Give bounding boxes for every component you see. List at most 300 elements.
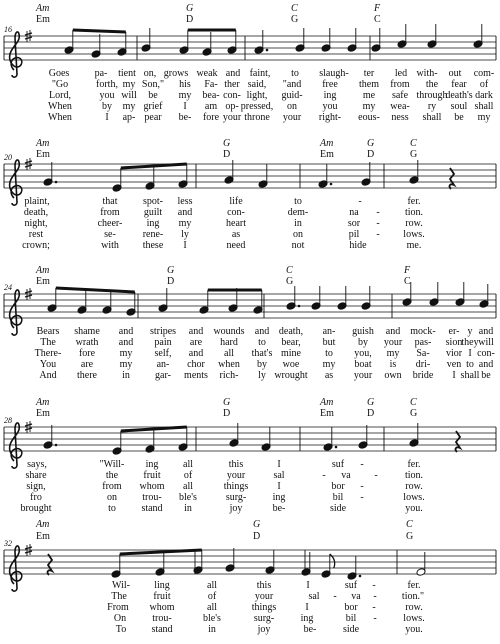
lyric-syllable: guish bbox=[352, 326, 374, 337]
lyric-syllable: on, bbox=[143, 68, 157, 79]
lyric-syllable: and bbox=[118, 337, 134, 348]
lyric-syllable: rene- bbox=[142, 229, 164, 240]
lyric-syllable: your bbox=[222, 112, 242, 123]
measure-number: 20 bbox=[4, 153, 12, 162]
lyric-syllable: - bbox=[333, 591, 337, 602]
lyric-syllable: with- bbox=[416, 68, 438, 79]
lyric-syllable: I bbox=[277, 481, 281, 492]
chord-upper: Am bbox=[320, 397, 334, 408]
chord-upper: C bbox=[291, 3, 298, 14]
chord-lower: D bbox=[167, 276, 175, 287]
lyric-syllable: you. bbox=[405, 503, 423, 514]
lyric-syllable: row. bbox=[405, 481, 423, 492]
lyric-syllable: safe bbox=[391, 90, 409, 101]
lyric-syllable: by bbox=[257, 359, 267, 370]
lyric-syllable: that's bbox=[251, 348, 273, 359]
lyric-syllable: ing bbox=[145, 459, 159, 470]
lyric-syllable: shame bbox=[74, 326, 100, 337]
lyric-syllable: bride bbox=[412, 370, 434, 381]
lyric-syllable: Goes bbox=[48, 68, 70, 79]
lyric-syllable: ing bbox=[146, 218, 160, 229]
lyric-syllable: You bbox=[39, 359, 57, 370]
chord-lower: Em bbox=[36, 531, 50, 542]
chord-lower: Em bbox=[320, 149, 334, 160]
measure-number: 24 bbox=[4, 283, 12, 292]
lyric-syllable: pas- bbox=[414, 337, 432, 348]
lyric-syllable: There- bbox=[34, 348, 62, 359]
lyric-syllable: death, bbox=[23, 207, 49, 218]
chord-upper: Am bbox=[36, 397, 50, 408]
lyric-syllable: stand bbox=[151, 624, 173, 635]
measure-number: 16 bbox=[4, 25, 12, 34]
lyric-syllable: fer. bbox=[407, 580, 421, 591]
lyric-syllable: fer. bbox=[407, 196, 421, 207]
lyric-syllable: light, bbox=[246, 90, 268, 101]
lyric-syllable: and bbox=[254, 326, 270, 337]
chord-upper: F bbox=[404, 265, 411, 276]
lyric-syllable: of bbox=[479, 79, 489, 90]
quarter-rest-icon bbox=[456, 431, 460, 452]
chord-lower: D bbox=[223, 149, 231, 160]
lyric-syllable: Son," bbox=[141, 79, 165, 90]
staff-system bbox=[4, 3, 496, 123]
lyric-syllable: y bbox=[467, 326, 473, 337]
lyric-syllable: be- bbox=[303, 624, 317, 635]
lyric-syllable: row. bbox=[405, 218, 423, 229]
treble-clef-icon bbox=[10, 160, 22, 205]
lyric-syllable: row. bbox=[405, 602, 423, 613]
chord-lower: D bbox=[253, 531, 261, 542]
lyric-syllable: cheer- bbox=[97, 218, 123, 229]
lyric-syllable: I bbox=[468, 348, 472, 359]
lyric-syllable: shall bbox=[474, 101, 494, 112]
chord-upper: C bbox=[410, 138, 417, 149]
lyric-syllable: need bbox=[226, 240, 246, 251]
lyric-syllable: When bbox=[48, 101, 72, 112]
lyric-syllable: bil bbox=[332, 492, 344, 503]
lyric-syllable: ap- bbox=[122, 112, 136, 123]
lyric-syllable: - bbox=[374, 470, 378, 481]
lyric-syllable: "Will- bbox=[99, 459, 125, 470]
lyric-syllable: this bbox=[228, 459, 244, 470]
lyric-syllable: lows. bbox=[403, 613, 425, 624]
augmentation-dot bbox=[266, 49, 269, 52]
lyric-syllable: - bbox=[372, 602, 376, 613]
lyric-syllable: but bbox=[322, 337, 336, 348]
lyric-syllable: brought bbox=[20, 503, 52, 514]
lyric-syllable: chor bbox=[187, 359, 205, 370]
lyric-syllable: ing bbox=[272, 492, 286, 503]
lyric-syllable: an- bbox=[156, 359, 170, 370]
lyric-syllable: surg- bbox=[253, 613, 275, 624]
chord-upper: G bbox=[367, 138, 375, 149]
lyric-syllable: - bbox=[376, 218, 380, 229]
lyric-syllable: the bbox=[105, 470, 119, 481]
lyric-syllable: to bbox=[466, 359, 474, 370]
lyric-syllable: in bbox=[208, 624, 216, 635]
lyric-syllable: ven bbox=[446, 359, 462, 370]
lyric-syllable: and bbox=[188, 326, 204, 337]
lyric-syllable: on bbox=[293, 229, 303, 240]
lyric-syllable: ing bbox=[300, 613, 314, 624]
lyric-syllable: says, bbox=[27, 459, 47, 470]
lyric-syllable: be bbox=[454, 112, 464, 123]
lyric-syllable: con- bbox=[477, 348, 495, 359]
lyric-syllable: ble's bbox=[203, 613, 221, 624]
lyric-syllable: from bbox=[390, 79, 410, 90]
lyric-syllable: by bbox=[102, 101, 112, 112]
lyric-syllable: these bbox=[142, 240, 164, 251]
lyric-syllable: pa- bbox=[94, 68, 108, 79]
chord-lower: D bbox=[223, 408, 231, 419]
lyric-syllable: hard bbox=[220, 337, 238, 348]
treble-clef-icon bbox=[10, 32, 22, 77]
chord-lower: G bbox=[410, 149, 418, 160]
lyric-syllable: - bbox=[360, 492, 364, 503]
lyric-syllable: Sa- bbox=[416, 348, 430, 359]
lyric-syllable: will bbox=[478, 337, 494, 348]
lyric-syllable: tion. bbox=[404, 470, 424, 481]
lyric-syllable: I bbox=[452, 370, 456, 381]
lyric-syllable: se- bbox=[104, 229, 116, 240]
lyric-syllable: trou- bbox=[152, 613, 172, 624]
lyric-syllable: as bbox=[231, 229, 241, 240]
lyric-syllable: sal bbox=[308, 591, 320, 602]
lyric-syllable: - bbox=[360, 459, 364, 470]
lyric-syllable: To bbox=[115, 624, 127, 635]
lyric-syllable: "and bbox=[282, 79, 302, 90]
lyric-syllable: faint, bbox=[249, 68, 271, 79]
lyric-syllable: am bbox=[204, 101, 218, 112]
chord-upper: Am bbox=[36, 519, 50, 530]
lyric-syllable: From bbox=[107, 602, 129, 613]
lyric-syllable: you bbox=[322, 101, 338, 112]
lyric-syllable: all bbox=[207, 580, 217, 591]
lyric-syllable: me bbox=[362, 90, 376, 101]
lyric-syllable: na bbox=[349, 207, 359, 218]
lyric-syllable: I bbox=[305, 602, 309, 613]
lyric-syllable: free bbox=[322, 79, 338, 90]
lyric-syllable: my bbox=[119, 359, 133, 370]
lyric-syllable: whom bbox=[149, 602, 175, 613]
lyric-syllable: be bbox=[481, 370, 491, 381]
chord-upper: F bbox=[374, 3, 381, 14]
lyric-syllable: lows. bbox=[403, 492, 425, 503]
lyric-syllable: as bbox=[324, 370, 334, 381]
lyric-syllable: rich- bbox=[219, 370, 239, 381]
lyric-syllable: suf bbox=[331, 459, 345, 470]
lyric-syllable: my bbox=[322, 359, 336, 370]
treble-clef-shape bbox=[10, 290, 22, 335]
lyric-syllable: Wil- bbox=[112, 580, 130, 591]
lyric-syllable: com- bbox=[473, 68, 495, 79]
lyric-syllable: surg- bbox=[225, 492, 247, 503]
lyric-syllable: pain bbox=[154, 337, 172, 348]
lyric-syllable: "Go bbox=[51, 79, 69, 90]
lyric-syllable: to bbox=[294, 196, 302, 207]
lyric-syllable: led bbox=[394, 68, 408, 79]
lyric-syllable: bear, bbox=[281, 337, 301, 348]
lyric-syllable: Lord, bbox=[49, 90, 71, 101]
lyric-syllable: be- bbox=[178, 112, 192, 123]
lyric-syllable: I bbox=[277, 459, 281, 470]
chord-lower: G bbox=[291, 14, 299, 25]
lyric-syllable: in bbox=[294, 218, 302, 229]
note-beam bbox=[120, 550, 202, 554]
lyric-syllable: dri- bbox=[415, 359, 431, 370]
lyric-syllable: bor bbox=[344, 602, 358, 613]
staff-system bbox=[4, 397, 496, 514]
chord-lower: D bbox=[186, 14, 194, 25]
lyric-syllable: plaint, bbox=[24, 196, 50, 207]
lyric-syllable: I bbox=[183, 101, 187, 112]
augmentation-dot bbox=[55, 444, 58, 447]
lyric-syllable: his bbox=[179, 79, 191, 90]
lyric-syllable: be- bbox=[272, 503, 286, 514]
lyric-syllable: all bbox=[183, 481, 193, 492]
treble-clef-icon bbox=[10, 546, 22, 591]
lyric-syllable: lows. bbox=[403, 229, 425, 240]
chord-lower: Em bbox=[320, 408, 334, 419]
lyric-syllable: the bbox=[425, 79, 439, 90]
lyric-syllable: bor bbox=[331, 481, 345, 492]
chord-upper: Am bbox=[36, 265, 50, 276]
lyric-syllable: - bbox=[322, 470, 326, 481]
lyric-syllable: my bbox=[477, 112, 491, 123]
augmentation-dot bbox=[335, 446, 338, 449]
lyric-syllable: will bbox=[121, 90, 137, 101]
lyric-syllable: slaugh- bbox=[319, 68, 349, 79]
lyric-syllable: suf bbox=[344, 580, 358, 591]
lyric-syllable: all bbox=[207, 602, 217, 613]
chord-lower: G bbox=[410, 408, 418, 419]
lyric-syllable: soul bbox=[450, 101, 468, 112]
lyric-syllable: whom bbox=[139, 481, 165, 492]
lyric-syllable: they bbox=[461, 337, 479, 348]
chord-upper: G bbox=[167, 265, 175, 276]
lyric-syllable: wea- bbox=[390, 101, 410, 112]
lyric-syllable: mock- bbox=[410, 326, 436, 337]
lyric-syllable: this bbox=[256, 580, 272, 591]
lyric-syllable: death, bbox=[278, 326, 304, 337]
lyric-syllable: fore bbox=[202, 112, 220, 123]
chord-lower: Em bbox=[36, 14, 50, 25]
chord-upper: G bbox=[253, 519, 261, 530]
lyric-syllable: pressed, bbox=[240, 101, 274, 112]
lyric-syllable: ter bbox=[363, 68, 375, 79]
lyric-syllable: joy bbox=[229, 503, 243, 514]
lyric-syllable: The bbox=[40, 337, 56, 348]
quarter-rest-icon bbox=[48, 554, 52, 575]
lyric-syllable: grief bbox=[143, 101, 163, 112]
lyric-syllable: my bbox=[178, 218, 192, 229]
lyric-syllable: your bbox=[254, 591, 274, 602]
lyric-syllable: con- bbox=[227, 207, 245, 218]
lyric-syllable: to bbox=[258, 337, 266, 348]
lyric-syllable: guilt bbox=[143, 207, 163, 218]
lyric-syllable: on bbox=[287, 101, 297, 112]
lyric-syllable: your bbox=[353, 370, 373, 381]
note-beam bbox=[56, 288, 135, 292]
lyric-syllable: tient bbox=[118, 68, 136, 79]
lyric-syllable: Bears bbox=[36, 326, 60, 337]
lyric-syllable: vior bbox=[445, 348, 463, 359]
lyric-syllable: of bbox=[207, 591, 217, 602]
lyric-syllable: fro bbox=[30, 492, 42, 503]
lyric-syllable: sor bbox=[347, 218, 361, 229]
lyric-syllable: pear bbox=[144, 112, 162, 123]
lyric-syllable: all bbox=[224, 348, 234, 359]
chord-upper: C bbox=[410, 397, 417, 408]
lyric-syllable: of bbox=[183, 470, 193, 481]
lyric-syllable: tion. bbox=[404, 207, 424, 218]
lyric-syllable: fruit bbox=[153, 591, 171, 602]
lyric-syllable: fer. bbox=[407, 459, 421, 470]
lyric-syllable: I bbox=[105, 112, 109, 123]
lyric-syllable: ly bbox=[181, 229, 189, 240]
lyric-syllable: and bbox=[385, 326, 401, 337]
lyric-syllable: guid- bbox=[281, 90, 303, 101]
lyric-syllable: with bbox=[101, 240, 119, 251]
chord-lower: Em bbox=[36, 149, 50, 160]
augmentation-dot bbox=[55, 181, 58, 184]
lyric-syllable: shall bbox=[460, 370, 480, 381]
lyric-syllable: - bbox=[373, 613, 377, 624]
treble-clef-shape bbox=[10, 160, 22, 205]
lyric-syllable: mine bbox=[281, 348, 301, 359]
treble-clef-icon bbox=[10, 423, 22, 468]
lyric-syllable: your bbox=[282, 112, 302, 123]
lyric-syllable: wrought bbox=[274, 370, 308, 381]
note-beam bbox=[121, 164, 187, 168]
treble-clef-icon bbox=[10, 290, 22, 335]
lyric-syllable: woe bbox=[282, 359, 300, 370]
note-beam bbox=[73, 30, 126, 32]
chord-lower: D bbox=[367, 149, 375, 160]
lyric-syllable: rest bbox=[28, 229, 44, 240]
lyric-syllable: in bbox=[122, 370, 130, 381]
lyric-syllable: stand bbox=[141, 503, 163, 514]
chord-lower: G bbox=[406, 531, 414, 542]
lyric-syllable: - bbox=[376, 229, 380, 240]
lyric-syllable: said, bbox=[247, 79, 267, 90]
lyric-syllable: gar- bbox=[155, 370, 171, 381]
lyric-syllable: death's bbox=[445, 90, 473, 101]
treble-clef-shape bbox=[10, 423, 22, 468]
lyric-syllable: on bbox=[107, 492, 117, 503]
lyric-syllable: you. bbox=[405, 624, 423, 635]
lyric-syllable: I bbox=[306, 580, 310, 591]
lyric-syllable: things bbox=[251, 602, 277, 613]
lyric-syllable: wrath bbox=[75, 337, 99, 348]
lyric-syllable: are bbox=[189, 337, 203, 348]
lyric-syllable: by bbox=[358, 337, 368, 348]
lyric-syllable: stripes bbox=[149, 326, 177, 337]
lyric-syllable: them bbox=[359, 79, 379, 90]
lyric-syllable: there bbox=[77, 370, 97, 381]
lyric-syllable: my bbox=[119, 348, 133, 359]
lyric-syllable: fore bbox=[78, 348, 96, 359]
lyric-syllable: - bbox=[372, 580, 376, 591]
lyric-syllable: grows bbox=[163, 68, 189, 79]
lyric-syllable: things bbox=[223, 481, 249, 492]
lyric-syllable: you, bbox=[354, 348, 372, 359]
lyric-syllable: to bbox=[108, 503, 116, 514]
chord-upper: G bbox=[223, 138, 231, 149]
lyric-syllable: op- bbox=[225, 101, 239, 112]
lyric-syllable: And bbox=[39, 370, 57, 381]
lyric-syllable: eous- bbox=[358, 112, 380, 123]
chord-upper: G bbox=[367, 397, 375, 408]
lyric-syllable: - bbox=[358, 196, 362, 207]
chord-lower: C bbox=[374, 14, 381, 25]
lyric-syllable: my bbox=[178, 90, 192, 101]
lyric-syllable: and bbox=[478, 359, 494, 370]
lyric-syllable: right- bbox=[318, 112, 342, 123]
lyric-syllable: er- bbox=[448, 326, 460, 337]
chord-lower: Em bbox=[36, 276, 50, 287]
lyric-syllable: forth, bbox=[96, 79, 118, 90]
lyric-syllable: joy bbox=[257, 624, 271, 635]
lyric-syllable: ness bbox=[391, 112, 409, 123]
lyric-syllable: ry bbox=[427, 101, 437, 112]
lyric-syllable: and bbox=[225, 68, 241, 79]
lyric-syllable: you bbox=[99, 90, 115, 101]
lyric-syllable: boat bbox=[354, 359, 372, 370]
chord-lower: D bbox=[367, 408, 375, 419]
lyric-syllable: to bbox=[291, 68, 299, 79]
quarter-rest-icon bbox=[450, 168, 454, 189]
measure-number: 28 bbox=[4, 416, 12, 425]
lyric-syllable: out bbox=[448, 68, 462, 79]
lyric-syllable: life bbox=[229, 196, 243, 207]
lyric-syllable: your bbox=[226, 470, 246, 481]
lyric-syllable: ments bbox=[184, 370, 208, 381]
lyric-syllable: share bbox=[25, 470, 47, 481]
lyric-syllable: trou- bbox=[142, 492, 162, 503]
lyric-syllable: me. bbox=[406, 240, 422, 251]
lyric-syllable: I bbox=[183, 240, 187, 251]
treble-clef-shape bbox=[10, 546, 22, 591]
lyric-syllable: crown; bbox=[22, 240, 50, 251]
chord-lower: Em bbox=[36, 408, 50, 419]
lyric-syllable: through bbox=[416, 90, 448, 101]
lyric-syllable: tion." bbox=[401, 591, 425, 602]
lyric-syllable: con- bbox=[223, 90, 241, 101]
lyric-syllable: all bbox=[183, 459, 193, 470]
lyric-syllable: throne bbox=[244, 112, 270, 123]
lyric-syllable: be bbox=[148, 90, 158, 101]
lyric-syllable: side bbox=[342, 624, 360, 635]
lyric-syllable: bea- bbox=[202, 90, 220, 101]
lyric-syllable: spot- bbox=[143, 196, 163, 207]
lyric-syllable: ble's bbox=[179, 492, 197, 503]
lyric-syllable: fruit bbox=[143, 470, 161, 481]
lyric-syllable: va bbox=[341, 470, 351, 481]
lyric-syllable: dem- bbox=[287, 207, 309, 218]
lyric-syllable: hide bbox=[349, 240, 367, 251]
lyric-syllable: that bbox=[102, 196, 118, 207]
chord-lower: G bbox=[286, 276, 294, 287]
staff-system bbox=[3, 519, 496, 635]
lyric-syllable: my bbox=[122, 79, 136, 90]
lyric-syllable: bil bbox=[345, 613, 357, 624]
lyric-syllable: pil bbox=[348, 229, 360, 240]
lyric-syllable: and bbox=[188, 348, 204, 359]
lyric-syllable: shall bbox=[422, 112, 442, 123]
lyric-syllable: ling bbox=[154, 580, 170, 591]
staff-system bbox=[4, 138, 496, 251]
